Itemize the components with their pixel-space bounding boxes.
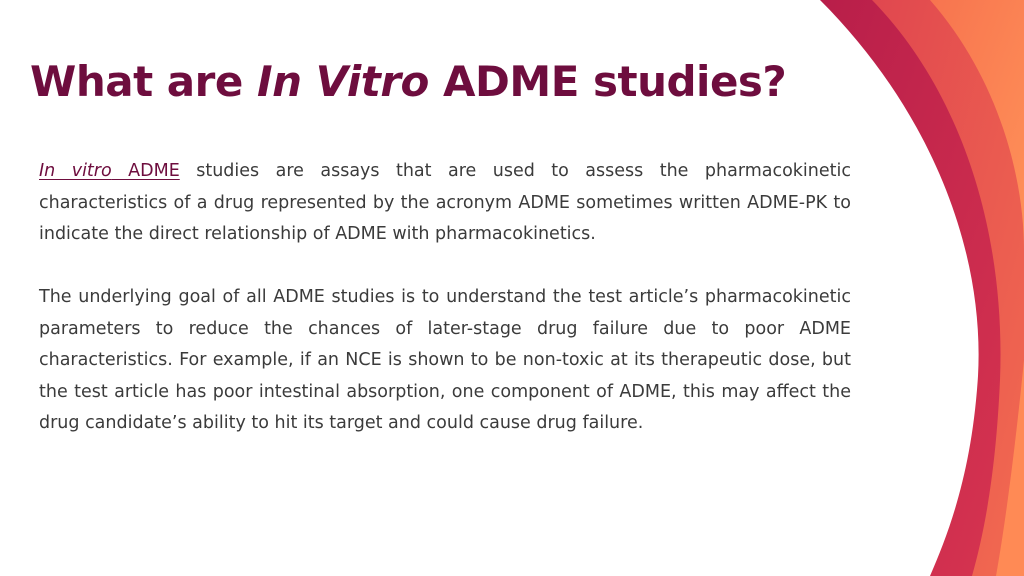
paragraph-2: [39, 282, 851, 440]
paragraph-1: [39, 156, 851, 251]
paragraph-2-text: The underlying goal of all ADME studies is to understand the test article’s pharmacokinetic parameters to reduce the chances of later-stage drug failure due to poor ADME characteristics. For example, if an NCE is shown to be non-toxic at its therapeutic dose, but the test article has poor intestinal absorption, one component of ADME, this may affect the drug candidate’s ability to hit its target and could cause drug failure.: [39, 287, 851, 433]
link-italic-text: In vitro: [39, 161, 112, 181]
link-text: ADME: [111, 161, 180, 181]
title-italic: In Vitro: [256, 57, 429, 106]
page-title: [30, 58, 786, 106]
in-vitro-adme-link[interactable]: [39, 161, 180, 181]
title-suffix: ADME studies?: [428, 57, 787, 106]
body-text: [39, 156, 851, 440]
title-prefix: What are: [30, 57, 257, 106]
paragraph-1-text: studies are assays that are used to assess the pharmacokinetic characteristics of a drug represented by the acronym ADME sometimes written ADME-PK to indicate the direct relationship of ADME with pharmacokinetics.: [39, 161, 852, 244]
